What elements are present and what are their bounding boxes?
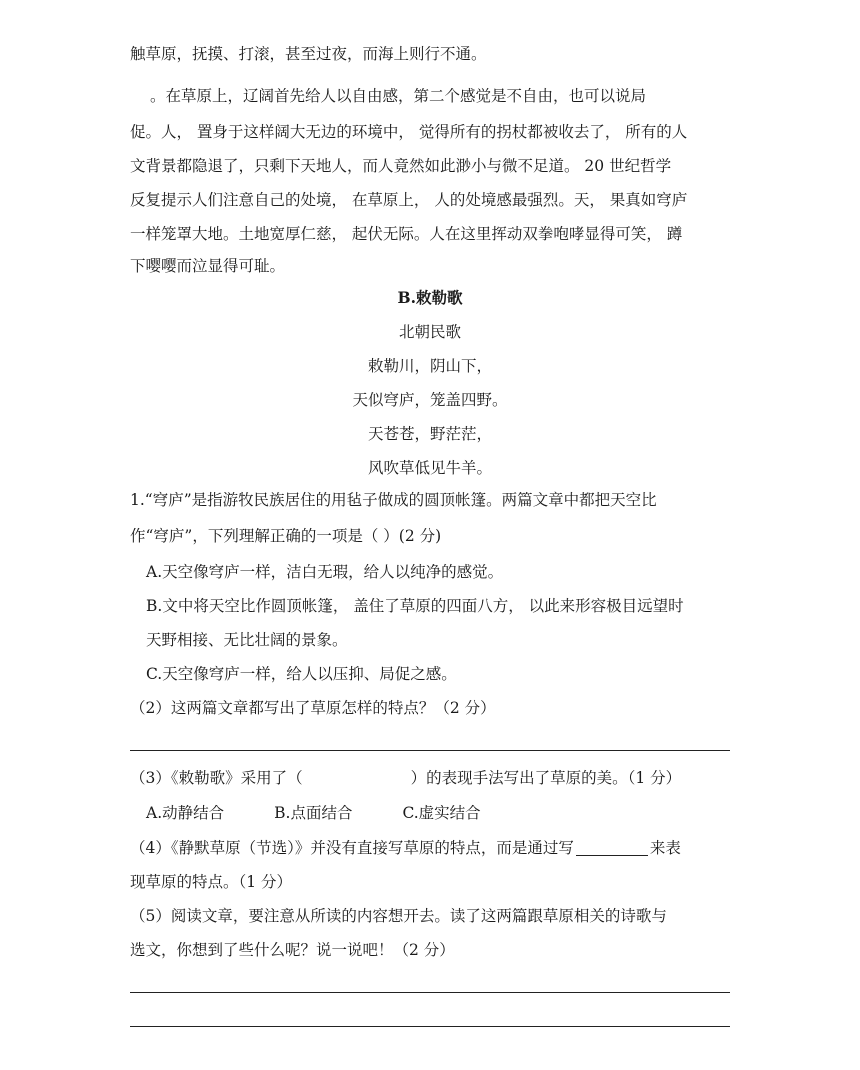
question-3-suffix: ）的表现手法写出了草原的美。（1 分） [410,769,682,787]
poem-author: 北朝民歌 [398,323,461,341]
question-3-text [130,768,730,788]
question-1-option-a: A.天空像穹庐一样，洁白无瑕，给人以纯净的感觉。 [146,563,504,581]
passage-line: 。在草原上，辽阔首先给人以自由感，第二个感觉是不自由，也可以说局 [150,87,647,105]
poem-line: 风吹草低见牛羊。 [367,459,492,477]
poem-title: B.敕勒歌 [397,288,463,307]
passage-line: 反复提示人们注意自己的处境， 在草原上， 人的处境感最强烈。天， 果真如穹庐 [130,191,688,209]
question-1-option-b-cont: 天野相接、无比壮阔的景象。 [146,631,348,649]
question-3-prefix: （3）《敕勒歌》采用了（ [130,769,303,787]
poem-line: 天似穹庐，笼盖四野。 [352,391,508,409]
passage-line: 一样笼罩大地。土地宽厚仁慈， 起伏无际。人在这里挥动双拳咆哮显得可笑， 蹲 [130,225,683,243]
question-1-text: 作“穹庐”，下列理解正确的一项是（ ）(2 分) [130,527,442,545]
passage-line: 促。人， 置身于这样阔大无边的环境中， 觉得所有的拐杖都被收去了， 所有的人 [130,123,688,141]
poem-line: 天苍苍，野茫茫， [367,425,492,443]
answer-line[interactable] [130,1026,730,1027]
question-5-text: （5）阅读文章，要注意从所读的内容想开去。读了这两篇跟草原相关的诗歌与 [130,907,667,925]
question-3-option-b: B.点面结合 [274,804,353,822]
passage-line: 文背景都隐退了，只剩下天地人，而人竟然如此渺小与微不足道。 20 世纪哲学 [130,157,672,175]
passage-line: 触草原，抚摸、打滚，甚至过夜，而海上则行不通。 [130,45,487,63]
answer-line[interactable] [130,750,730,751]
question-4-suffix: 来表 [649,839,681,857]
question-3-options [146,803,730,823]
question-1-text: 1.“穹庐”是指游牧民族居住的用毡子做成的圆顶帐篷。两篇文章中都把天空比 [130,491,657,509]
question-3-option-a: A.动静结合 [146,804,225,822]
question-1-option-c: C.天空像穹庐一样，给人以压抑、局促之感。 [146,665,457,683]
question-1-option-b: B.文中将天空比作圆顶帐篷， 盖住了草原的四面八方， 以此来形容极目远望时 [146,597,684,615]
question-2-text: （2）这两篇文章都写出了草原怎样的特点？（2 分） [130,699,496,717]
question-4-text [130,838,730,858]
poem-line: 敕勒川，阴山下， [367,357,492,375]
question-4-prefix: （4）《静默草原（节选）》并没有直接写草原的特点，而是通过写 [130,839,574,857]
question-3-option-c: C.虚实结合 [402,804,481,822]
answer-line[interactable] [130,992,730,993]
passage-line: 下嘤嘤而泣显得可耻。 [130,257,286,275]
question-5-text-cont: 选文，你想到了些什么呢？说一说吧！（2 分） [130,941,455,959]
answer-blank[interactable] [576,839,648,856]
question-4-text-cont: 现草原的特点。（1 分） [130,873,293,891]
